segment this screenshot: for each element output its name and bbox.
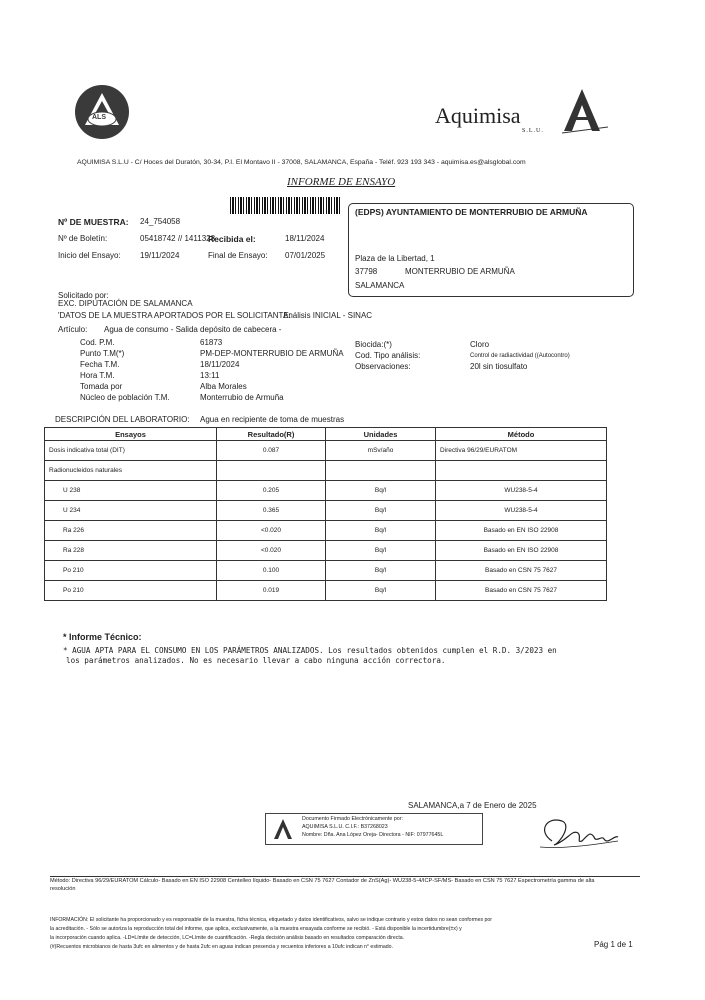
cell-unit [326, 461, 436, 481]
biocide-value: Cloro [470, 340, 490, 349]
cell-result: 0.365 [217, 501, 326, 521]
cell-unit: mSv/año [326, 441, 436, 461]
cell-result: 0.087 [217, 441, 326, 461]
lab-description-value: Agua en recipiente de toma de muestras [200, 415, 345, 424]
als-logo-text: ALS [92, 114, 106, 121]
pm-point-value: PM-DEP-MONTERRUBIO DE ARMUÑA [200, 349, 344, 358]
cell-result: 0.019 [217, 581, 326, 601]
lab-description-label: DESCRIPCIÓN DEL LABORATORIO: [55, 415, 190, 424]
info-line-2: la acreditación. - Sólo se autoriza la reproducción total del informe, que aplica, exclusivamente, a la muestra ensayada conforme se recibió. - Está disponible la incertidumbre(±x) y [50, 926, 462, 932]
pm-time-label: Hora T.M. [80, 371, 115, 380]
cell-unit: Bq/l [326, 501, 436, 521]
table-header-row [45, 428, 607, 441]
sample-data-heading-value: Análisis INICIAL - SINAC [283, 311, 373, 320]
analysis-type-label: Cod. Tipo análisis: [355, 351, 421, 360]
cell-result: 0.205 [217, 481, 326, 501]
cell-method: Basado en EN ISO 22908 [436, 541, 607, 561]
client-name: (EDPS) AYUNTAMIENTO DE MONTERRUBIO DE ARMUÑA [355, 207, 588, 217]
stamp-line-3: Nombre: Dña. Ana López Oreja- Directora - NIF: 07977645L [302, 832, 444, 838]
cell-method: WU238-5-4 [436, 481, 607, 501]
observations-value: 20l sin tiosulfato [470, 362, 528, 371]
method-line-2: resolución [50, 886, 76, 892]
brand-sub: S.L.U. [522, 128, 544, 134]
sample-num-value: 24_754058 [140, 217, 181, 226]
table-row [45, 501, 607, 521]
table-row [45, 581, 607, 601]
cell-unit: Bq/l [326, 561, 436, 581]
cell-unit: Bq/l [326, 521, 436, 541]
cell-test: U 234 [45, 501, 217, 521]
cell-method [436, 461, 607, 481]
cell-result: <0.020 [217, 521, 326, 541]
requested-value: EXC. DIPUTACIÓN DE SALAMANCA [58, 299, 193, 308]
end-label: Final de Ensayo: [208, 251, 268, 260]
article-label: Artículo: [58, 325, 88, 334]
cell-test: Po 210 [45, 561, 217, 581]
col-header-unit: Unidades [326, 428, 436, 441]
cell-test: Ra 226 [45, 521, 217, 541]
bulletin-label: Nº de Boletín: [58, 234, 108, 243]
cell-unit: Bq/l [326, 541, 436, 561]
pm-code-label: Cod. P.M. [80, 338, 115, 347]
received-value: 18/11/2024 [285, 234, 325, 243]
pm-date-label: Fecha T.M. [80, 360, 120, 369]
cell-unit: Bq/l [326, 581, 436, 601]
cell-test: Radionucleidos naturales [45, 461, 217, 481]
page-number: Pág 1 de 1 [594, 940, 633, 949]
technical-line-1: * AGUA APTA PARA EL CONSUMO EN LOS PARÁMETROS ANALIZADOS. Los resultados obtenidos cumplen el R.D. 3/2023 en [63, 646, 557, 655]
cell-test: Ra 228 [45, 541, 217, 561]
start-label: Inicio del Ensayo: [58, 251, 121, 260]
als-logo [75, 85, 129, 139]
aquimisa-a-logo-icon [560, 87, 610, 135]
client-city: MONTERRUBIO DE ARMUÑA [405, 267, 515, 276]
population-label: Núcleo de población T.M. [80, 393, 170, 402]
stamp-line-2: AQUIMISA S.L.U. C.I.F.: B37268023 [302, 824, 388, 830]
pm-code-value: 61873 [200, 338, 223, 347]
table-row [45, 441, 607, 461]
info-line-1: INFORMACIÓN: El solicitante ha proporcionado y es responsable de la muestra, ficha técnica, etiquetado y datos identificativos, salvo se indique contrario y estos datos no sean conformes por [50, 917, 493, 923]
bulletin-value: 05418742 // 1411328 [140, 234, 216, 243]
cell-method: Directiva 96/29/EURATOM [436, 441, 607, 461]
company-address: AQUIMISA S.L.U - C/ Hoces del Duratón, 30-34, P.I. El Montavo II - 37008, SALAMANCA, España - Teléf. 923 193 343 - aquimisa.es@alsglobal.com [77, 159, 526, 166]
start-value: 19/11/2024 [140, 251, 180, 260]
results-table [44, 427, 607, 601]
cell-unit: Bq/l [326, 481, 436, 501]
e-signature-stamp [265, 813, 483, 845]
sample-data-heading: 'DATOS DE LA MUESTRA APORTADOS POR EL SOLICITANTE: [58, 311, 291, 320]
table-row [45, 461, 607, 481]
observations-label: Observaciones: [355, 362, 411, 371]
technical-line-2: los parámetros analizados. No es necesario llevar a cabo ninguna acción correctora. [66, 656, 446, 665]
place-date: SALAMANCA,a 7 de Enero de 2025 [408, 801, 537, 810]
article-value: Agua de consumo - Salida depósito de cabecera - [104, 325, 282, 334]
als-logo-icon [75, 85, 129, 139]
cell-test: Dosis indicativa total (DIT) [45, 441, 217, 461]
biocide-label: Biocida:(*) [355, 340, 392, 349]
table-row [45, 561, 607, 581]
report-title: INFORME DE ENSAYO [287, 176, 396, 188]
cell-method: Basado en EN ISO 22908 [436, 521, 607, 541]
analysis-type-value: Control de radiactividad ((Autocontro) [470, 353, 570, 359]
client-zip: 37798 [355, 267, 378, 276]
pm-time-value: 13:11 [200, 371, 220, 380]
info-line-3: la incorporación cuando aplica. -LD=Límite de detección, LC=Límite de cuantificación. -Regla decisión análisis basado en resultados comparación directa. [50, 935, 405, 941]
table-row [45, 481, 607, 501]
taken-by-value: Alba Morales [200, 382, 247, 391]
brand-name: Aquimisa [435, 103, 521, 128]
barcode [230, 197, 342, 214]
col-header-method: Método [436, 428, 607, 441]
sample-num-label: Nº DE MUESTRA: [58, 217, 129, 227]
col-header-test: Ensayos [45, 428, 217, 441]
cell-result: 0.100 [217, 561, 326, 581]
stamp-line-1: Documento Firmado Electrónicamente por: [302, 816, 403, 822]
client-street: Plaza de la Libertad, 1 [355, 254, 435, 263]
handwritten-signature [532, 811, 622, 853]
cell-result: <0.020 [217, 541, 326, 561]
aquimisa-a-small-icon [272, 818, 294, 840]
cell-test: Po 210 [45, 581, 217, 601]
table-row [45, 541, 607, 561]
pm-point-label: Punto T.M(*) [80, 349, 125, 358]
pm-date-value: 18/11/2024 [200, 360, 240, 369]
method-line-1: Método: Directiva 96/29/EURATOM Cálculo- Basado en EN ISO 22908 Centelleo líquido- Basado en CSN 75 7627 Contador de ZnS(Ag)- WU238-5-4/ICP-SF/MS- Basado en CSN 75 7627 Espectrometría gamma de alta [50, 878, 595, 884]
table-row [45, 521, 607, 541]
technical-label: * Informe Técnico: [63, 632, 142, 642]
client-province: SALAMANCA [355, 281, 405, 290]
cell-method: Basado en CSN 75 7627 [436, 581, 607, 601]
end-value: 07/01/2025 [285, 251, 326, 260]
col-header-result: Resultado(R) [217, 428, 326, 441]
taken-by-label: Tomada por [80, 382, 123, 391]
info-line-4: (#)Recuentos microbianos de hasta 3ufc en alimentos y de hasta 2ufc en aguas indican presencia y recuentos inferiores a 10ufc indican n° estimado. [50, 944, 393, 950]
requested-label: Solicitado por: [58, 291, 109, 300]
cell-method: Basado en CSN 75 7627 [436, 561, 607, 581]
population-value: Monterrubio de Armuña [200, 393, 284, 402]
received-label: Recibida el: [208, 234, 256, 244]
cell-test: U 238 [45, 481, 217, 501]
cell-result [217, 461, 326, 481]
cell-method: WU238-5-4 [436, 501, 607, 521]
